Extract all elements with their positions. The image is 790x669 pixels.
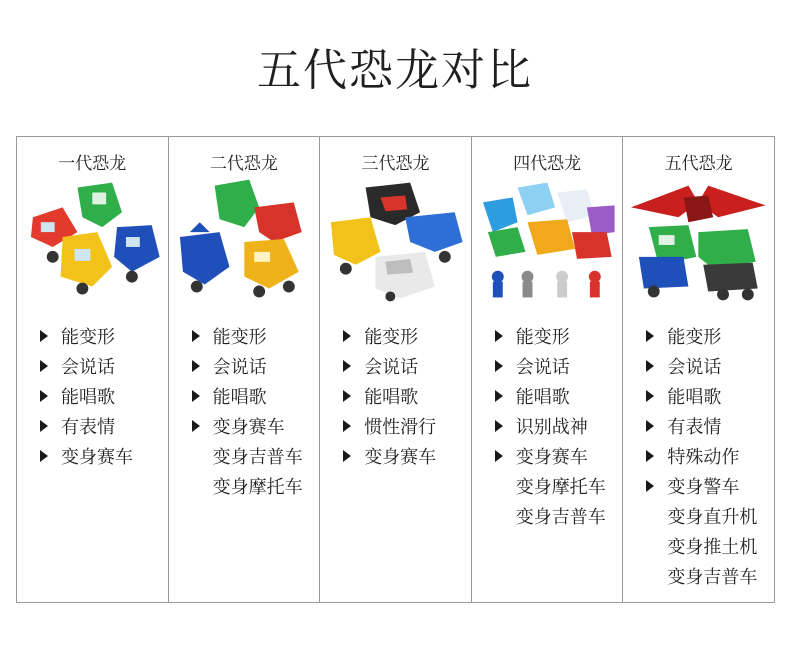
list-item: 变身推土机 (623, 531, 774, 561)
list-item: 识别战神 (472, 411, 623, 441)
list-item: 变身直升机 (623, 501, 774, 531)
dinosaur-toys-gen5-image (629, 177, 768, 305)
list-item: 特殊动作 (623, 441, 774, 471)
bullet-spacer (643, 539, 659, 553)
list-item: 会说话 (169, 351, 320, 381)
list-item: 变身吉普车 (623, 561, 774, 591)
bullet-icon (37, 389, 53, 403)
list-item: 能唱歌 (17, 381, 168, 411)
column-header: 一代恐龙 (58, 154, 127, 174)
list-item: 会说话 (472, 351, 623, 381)
bullet-icon (189, 419, 205, 433)
bullet-icon (643, 329, 659, 343)
list-item: 能唱歌 (169, 381, 320, 411)
list-item: 能唱歌 (623, 381, 774, 411)
list-item: 能变形 (472, 321, 623, 351)
bullet-icon (492, 329, 508, 343)
column-gen3 (320, 137, 472, 602)
list-item: 能唱歌 (320, 381, 471, 411)
list-item: 变身警车 (623, 471, 774, 501)
list-item: 变身吉普车 (472, 501, 623, 531)
bullet-icon (189, 389, 205, 403)
column-header: 三代恐龙 (361, 154, 430, 174)
feature-list (472, 321, 623, 531)
bullet-icon (643, 419, 659, 433)
bullet-icon (37, 359, 53, 373)
bullet-spacer (189, 479, 205, 493)
list-item: 变身摩托车 (472, 471, 623, 501)
list-item: 能唱歌 (472, 381, 623, 411)
bullet-spacer (643, 509, 659, 523)
dinosaur-toys-gen4-image (478, 177, 617, 305)
column-gen1 (17, 137, 169, 602)
comparison-table (16, 136, 775, 603)
column-gen5 (623, 137, 774, 602)
column-gen4 (472, 137, 624, 602)
column-gen2 (169, 137, 321, 602)
list-item: 变身赛车 (17, 441, 168, 471)
feature-list (623, 321, 774, 591)
dinosaur-toys-gen2-image (175, 177, 314, 305)
bullet-icon (643, 449, 659, 463)
dinosaur-toys-gen3-image (326, 177, 465, 305)
list-item: 会说话 (17, 351, 168, 381)
list-item: 能变形 (17, 321, 168, 351)
dinosaur-toys-gen1-image (23, 177, 162, 305)
feature-list (17, 321, 168, 471)
bullet-icon (37, 419, 53, 433)
bullet-icon (340, 449, 356, 463)
bullet-spacer (189, 449, 205, 463)
list-item: 会说话 (320, 351, 471, 381)
bullet-icon (492, 389, 508, 403)
list-item: 变身赛车 (472, 441, 623, 471)
bullet-icon (37, 329, 53, 343)
bullet-icon (492, 359, 508, 373)
column-header: 四代恐龙 (513, 154, 582, 174)
list-item: 变身摩托车 (169, 471, 320, 501)
bullet-icon (37, 449, 53, 463)
bullet-icon (643, 359, 659, 373)
list-item: 变身赛车 (169, 411, 320, 441)
bullet-icon (340, 389, 356, 403)
bullet-icon (189, 329, 205, 343)
bullet-spacer (492, 509, 508, 523)
feature-list (320, 321, 471, 471)
list-item: 会说话 (623, 351, 774, 381)
column-header: 二代恐龙 (209, 154, 278, 174)
list-item: 能变形 (623, 321, 774, 351)
bullet-spacer (492, 479, 508, 493)
bullet-icon (340, 419, 356, 433)
feature-list (169, 321, 320, 501)
list-item: 能变形 (169, 321, 320, 351)
column-header: 五代恐龙 (664, 154, 733, 174)
bullet-icon (492, 449, 508, 463)
list-item: 有表情 (623, 411, 774, 441)
list-item: 有表情 (17, 411, 168, 441)
list-item: 变身吉普车 (169, 441, 320, 471)
bullet-icon (643, 479, 659, 493)
list-item: 能变形 (320, 321, 471, 351)
list-item: 惯性滑行 (320, 411, 471, 441)
bullet-icon (492, 419, 508, 433)
list-item: 变身赛车 (320, 441, 471, 471)
bullet-icon (189, 359, 205, 373)
bullet-icon (643, 389, 659, 403)
bullet-icon (340, 359, 356, 373)
page-title: 五代恐龙对比 (257, 45, 533, 96)
bullet-icon (340, 329, 356, 343)
bullet-spacer (643, 569, 659, 583)
